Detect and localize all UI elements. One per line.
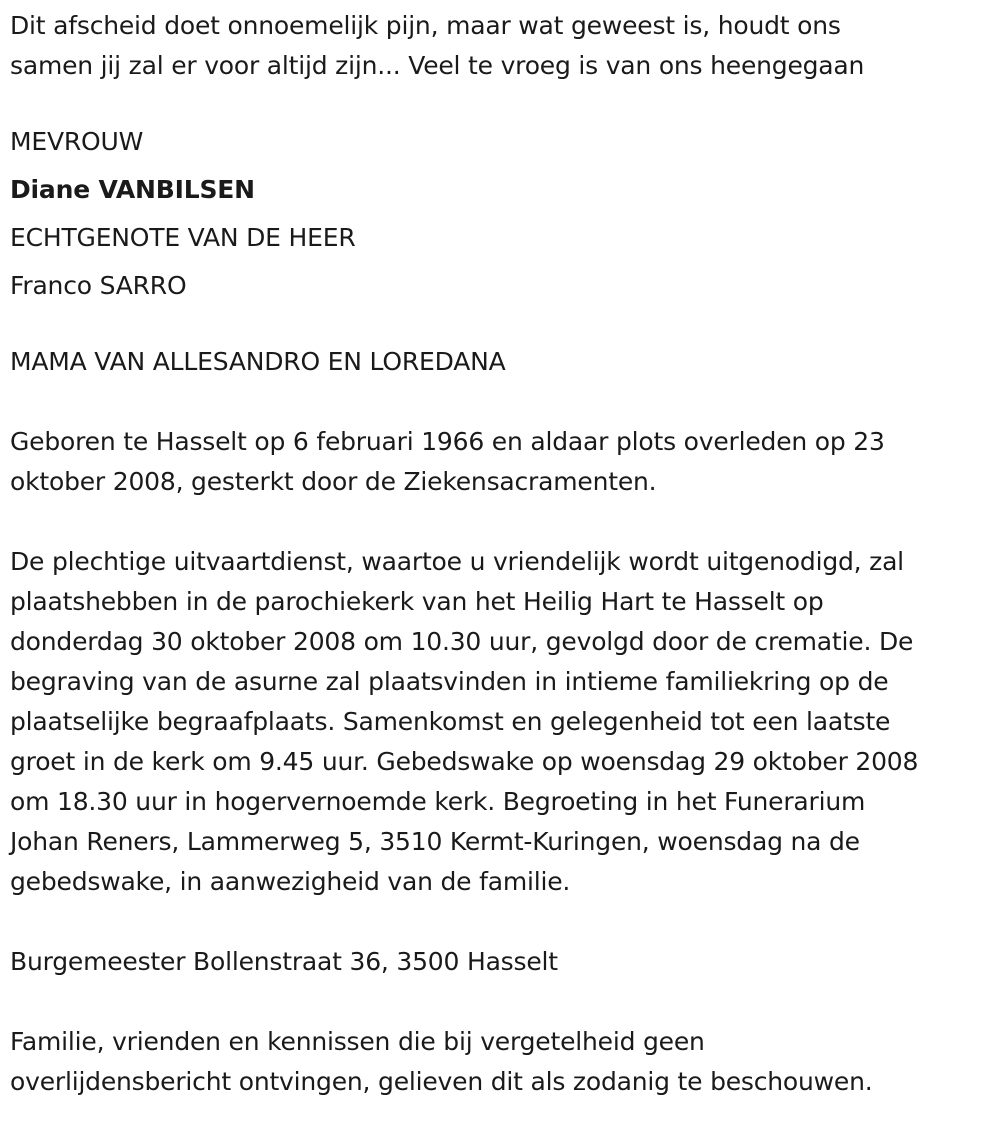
deceased-name: Diane VANBILSEN <box>10 175 255 204</box>
service-line: plaatshebben in de parochiekerk van het Heilig Hart te Hasselt op <box>10 587 824 616</box>
obituary-notice <box>10 6 995 1102</box>
intro-line: Dit afscheid doet onnoemelijk pijn, maar wat geweest is, houdt ons <box>10 11 841 40</box>
intro-text <box>10 6 995 86</box>
service-line: plaatselijke begraafplaats. Samenkomst en gelegenheid tot een laatste <box>10 707 891 736</box>
address-line: Burgemeester Bollenstraat 36, 3500 Hasselt <box>10 947 558 976</box>
service-line: De plechtige uitvaartdienst, waartoe u vriendelijk wordt uitgenodigd, zal <box>10 547 904 576</box>
deceased-title: MEVROUW <box>10 127 144 156</box>
closing-line: Familie, vrienden en kennissen die bij vergetelheid geen <box>10 1027 705 1056</box>
spouse-name: Franco SARRO <box>10 271 187 300</box>
service-line: Johan Reners, Lammerweg 5, 3510 Kermt-Kuringen, woensdag na de <box>10 827 860 856</box>
birth-death-line: oktober 2008, gesterkt door de Ziekensacramenten. <box>10 467 657 496</box>
service-line: begraving van de asurne zal plaatsvinden in intieme familiekring op de <box>10 667 889 696</box>
address-text <box>10 942 995 982</box>
closing-text <box>10 1022 995 1102</box>
intro-line: samen jij zal er voor altijd zijn... Veel te vroeg is van ons heengegaan <box>10 51 865 80</box>
service-line: om 18.30 uur in hogervernoemde kerk. Begroeting in het Funerarium <box>10 787 866 816</box>
service-line: groet in de kerk om 9.45 uur. Gebedswake op woensdag 29 oktober 2008 <box>10 747 919 776</box>
children-text <box>10 342 995 382</box>
closing-line: overlijdensbericht ontvingen, gelieven dit als zodanig te beschouwen. <box>10 1067 873 1096</box>
birth-death-text <box>10 422 995 502</box>
service-text <box>10 542 995 902</box>
birth-death-line: Geboren te Hasselt op 6 februari 1966 en aldaar plots overleden op 23 <box>10 427 885 456</box>
deceased-block <box>10 118 995 310</box>
service-line: donderdag 30 oktober 2008 om 10.30 uur, gevolgd door de crematie. De <box>10 627 914 656</box>
service-line: gebedswake, in aanwezigheid van de familie. <box>10 867 571 896</box>
children-line: MAMA VAN ALLESANDRO EN LOREDANA <box>10 347 506 376</box>
deceased-relation: ECHTGENOTE VAN DE HEER <box>10 223 356 252</box>
